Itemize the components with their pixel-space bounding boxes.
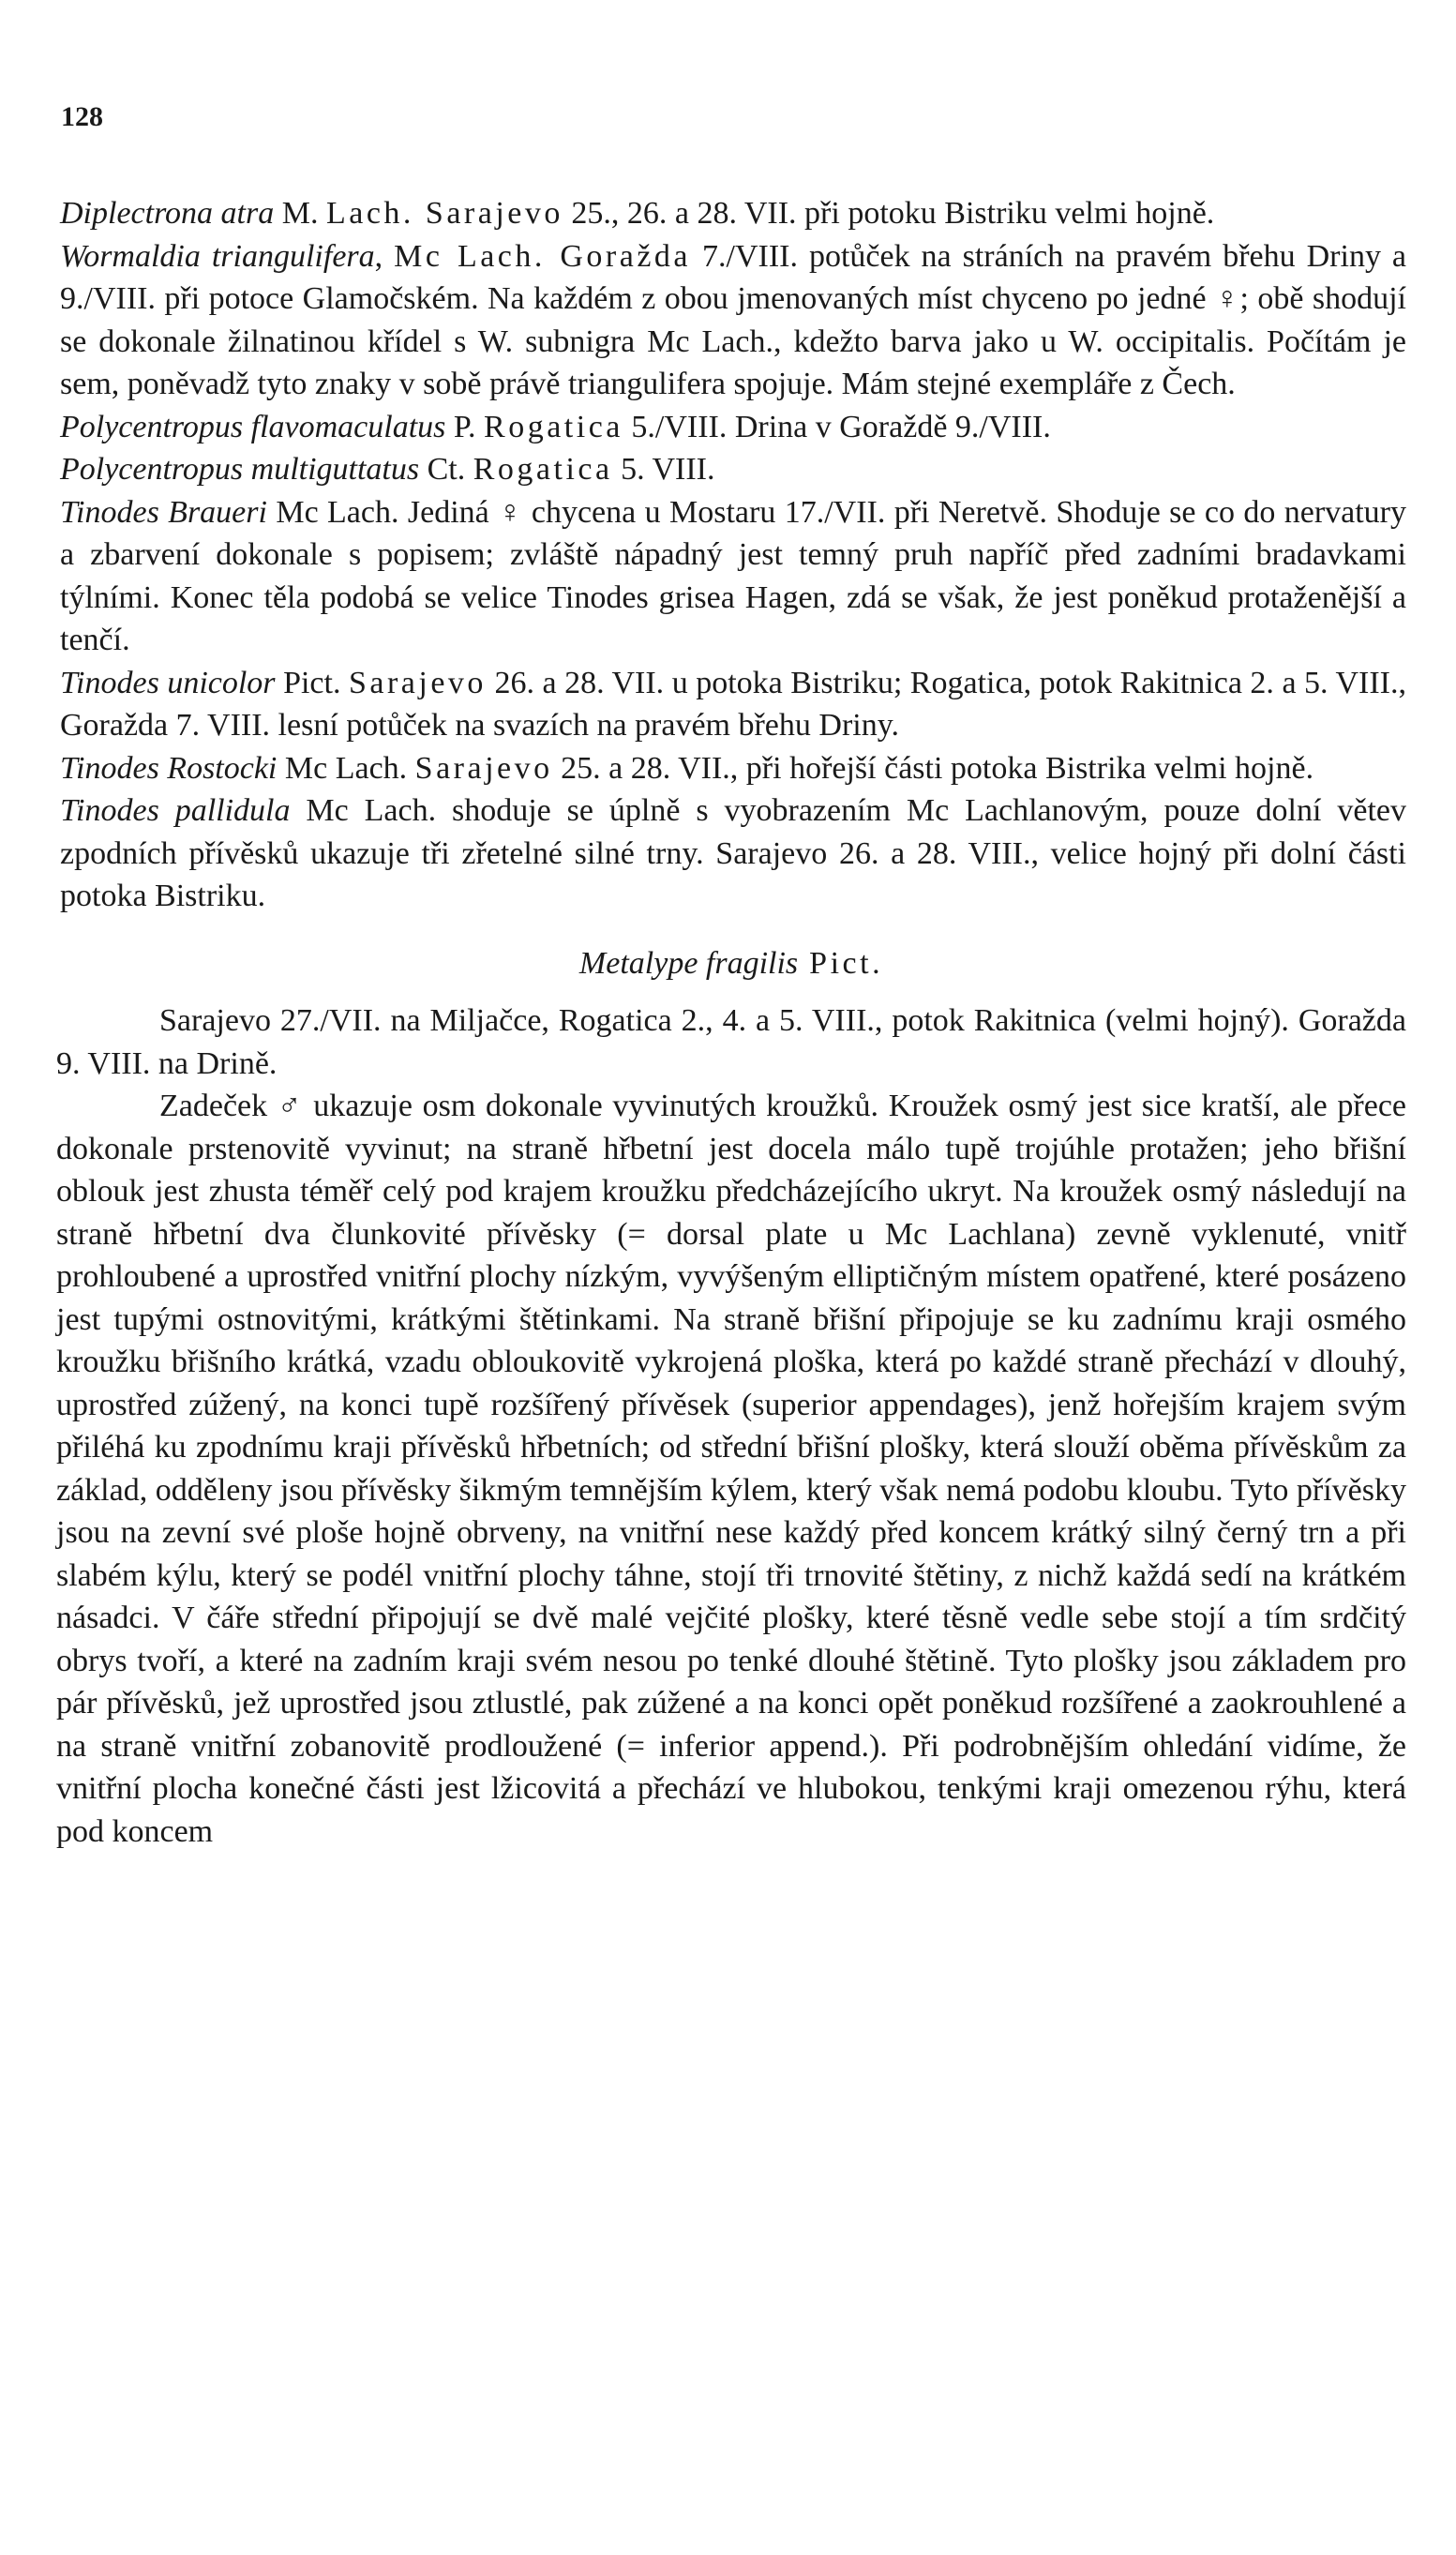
entry-text: 7./VIII. potůček na stráních na pravém břehu Driny a 9./VIII. při potoce Glamočském. Na každém z obou jmenovaných míst chyceno po jedné ♀; obě shodují se dokonale žilnatinou křídel s W. subnigra Mc Lach., kdežto barva jako u W. occipitalis. Počítám je sem, poněvadž tyto znaky v sobě právě triangulifera spojuje. Mám stejné exempláře z Čech.	[60, 238, 1407, 401]
entry-text: Jediná ♀ chycena u Mostaru 17./VII. při Neretvě. Shoduje se co do nervatury a zbarvení dokonale s popisem; zvláště nápadný jest temný pruh napříč před zadními bradavkami týlními. Konec těla podobá se velice Tinodes grisea Hagen, zdá se však, že jest poněkud protaženější a tenčí.	[60, 494, 1406, 657]
section-species-name: Metalype fragilis	[578, 945, 799, 981]
species-entry	[56, 662, 1406, 747]
species-name: Tinodes Rostocki	[60, 750, 278, 786]
species-entry	[56, 789, 1406, 918]
spaced-text: Rogatica	[484, 409, 623, 444]
author-name: Mc Lach.	[266, 494, 408, 530]
author-name: M.	[274, 196, 326, 231]
species-entry	[56, 448, 1406, 491]
author-name: Mc Lach.	[290, 793, 452, 828]
section-author: Pict.	[798, 945, 884, 981]
spaced-text: Sarajevo	[414, 750, 553, 786]
author-name: ,	[374, 238, 395, 274]
entry-text: 5./VIII. Drina v Goraždě 9./VIII.	[623, 409, 1051, 444]
species-name: Diplectrona atra	[60, 196, 275, 231]
entry-text: 25. a 28. VII., při hořejší části potoka Bistrika velmi hojně.	[552, 750, 1314, 786]
author-name: P.	[445, 409, 485, 444]
species-entry	[56, 235, 1406, 406]
body-paragraph: Zadeček ♂ ukazuje osm dokonale vyvinutých kroužků. Kroužek osmý jest sice kratší, ale přece dokonale prstenovitě vyvinut; na straně hřbetní jest docela málo tupě trojúhle protažen; jeho břišní oblouk jest zhusta téměř celý pod krajem kroužku předcházejícího ukryt. Na kroužek osmý následují na straně hřbetní dva člunkovité přívěsky (= dorsal plate u Mc Lachlana) zevně vyklenuté, vnitř prohloubené a uprostřed vnitřní plochy nízkým, vyvýšeným elliptičným místem opatřené, které posázeno jest tupými ostnovitými, krátkými štětinkami. Na straně břišní připojuje se ku zadnímu kraji osmého kroužku břišního krátká, vzadu obloukovitě vykrojená ploška, která po každé straně přechází v dlouhý, uprostřed zúžený, na konci tupě rozšířený přívěsek (superior appendages), jenž hořejším krajem svým přiléhá ku zpodnímu kraji přívěsků hřbetních; od střední břišní plošky, která slouží oběma přívěskům za základ, odděleny jsou přívěsky šikmým temnějším kýlem, který však nemá podobu kloubu. Tyto přívěsky jsou na zevní své ploše hojně obrveny, na vnitřní nese každý před koncem krátký silný černý trn a při slabém kýlu, který se podél vnitřní plochy táhne, stojí tři trnovité štětiny, z nichž každá sedí na krátkém násadci. V čáře střední připojují se dvě malé vejčité plošky, které těsně vedle sebe stojí a tím srdčitý obrys tvoří, a které na zadním kraji svém nesou po tenké dlouhé štětině. Tyto plošky jsou základem pro pár přívěsků, jež uprostřed jsou ztlustlé, pak zúžené a na konci opět poněkud rozšířené a zaokrouhlené a na straně vnitřní zobanovitě prodloužené (= inferior append.). Při podrobnějším ohledání vidíme, že vnitřní plocha konečné části jest lžicovitá a přechází ve hlubokou, tenkými kraji omezenou rýhu, která pod koncem	[56, 1089, 1406, 1849]
page-body	[56, 192, 1406, 1853]
page-number: 128	[61, 101, 103, 132]
species-entry	[56, 491, 1406, 662]
species-name: Tinodes unicolor	[60, 665, 276, 700]
section-heading	[56, 942, 1406, 985]
author-name: Ct.	[419, 452, 473, 487]
entry-text: 26. a 28. VII. u potoka Bistriku; Rogatica, potok Rakitnica 2. a 5. VIII., Goražda 7. VIII. lesní potůček na svazích na pravém břehu Driny.	[60, 665, 1406, 743]
species-entry	[56, 406, 1406, 449]
spaced-text: Rogatica	[473, 452, 613, 487]
species-name: Tinodes pallidula	[60, 793, 291, 828]
entry-text: shoduje se úplně s vyobrazením Mc Lachlanovým, pouze dolní větev zpodních přívěsků ukazuje tři zřetelné silné trny. Sarajevo 26. a 28. VIII., velice hojný při dolní části potoka Bistriku.	[60, 793, 1406, 913]
body-paragraph: Sarajevo 27./VII. na Miljačce, Rogatica 2., 4. a 5. VIII., potok Rakitnica (velmi hojný). Goražda 9. VIII. na Drině.	[56, 1003, 1406, 1081]
spaced-text: Mc Lach. Goražda	[394, 238, 692, 274]
species-name: Tinodes Braueri	[60, 494, 267, 530]
author-name: Mc Lach.	[277, 750, 415, 786]
author-name: Pict.	[275, 665, 349, 700]
entry-text: 5. VIII.	[612, 452, 715, 487]
species-entry	[56, 747, 1406, 790]
species-name: Wormaldia triangulifera	[60, 238, 375, 274]
spaced-text: Sarajevo	[348, 665, 487, 700]
species-entry	[56, 192, 1406, 235]
spaced-text: Lach. Sarajevo	[325, 196, 563, 231]
entry-text: 25., 26. a 28. VII. při potoku Bistriku velmi hojně.	[563, 196, 1215, 231]
species-name: Polycentropus flavomaculatus	[60, 409, 446, 444]
species-name: Polycentropus multiguttatus	[60, 452, 420, 487]
